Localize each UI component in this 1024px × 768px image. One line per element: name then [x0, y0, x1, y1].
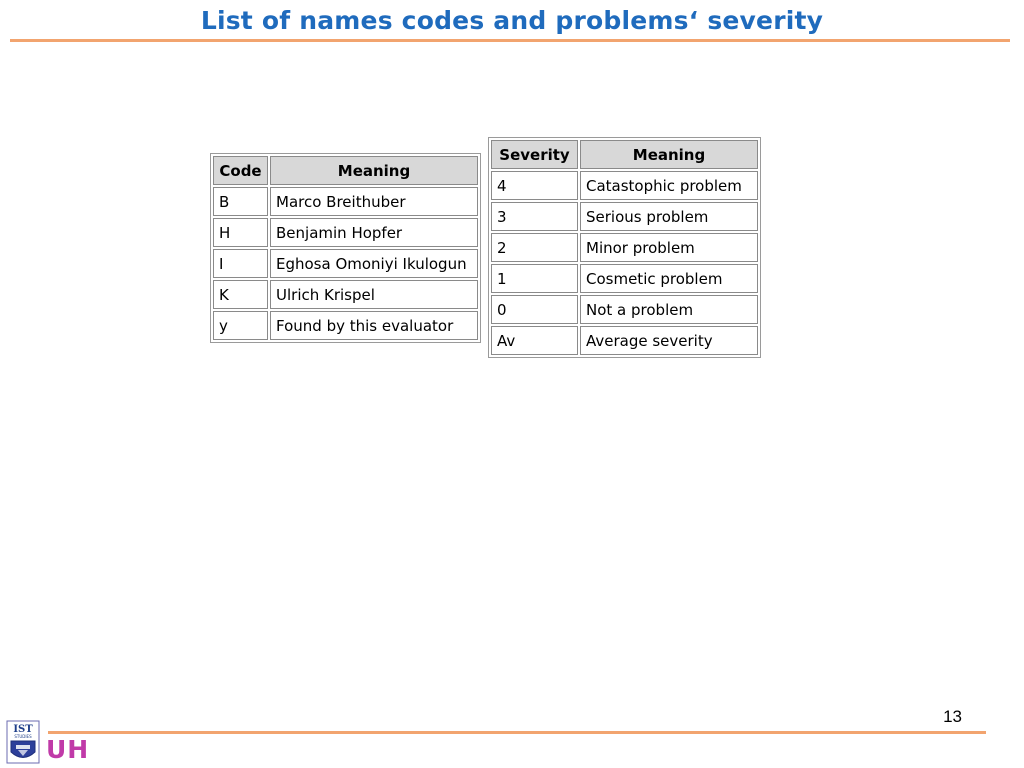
- meaning-cell: Catastophic problem: [580, 171, 758, 200]
- code-cell: I: [213, 249, 268, 278]
- severity-cell: 0: [491, 295, 578, 324]
- title-divider: [10, 39, 1010, 42]
- slide-title: List of names codes and problems‘ severity: [200, 6, 824, 35]
- names-codes-table: [210, 153, 481, 343]
- meaning-cell: Eghosa Omoniyi Ikulogun: [270, 249, 478, 278]
- meaning-cell: Marco Breithuber: [270, 187, 478, 216]
- column-header-meaning: Meaning: [270, 156, 478, 185]
- meaning-cell: Found by this evaluator: [270, 311, 478, 340]
- table-row: [491, 202, 758, 231]
- severity-cell: 4: [491, 171, 578, 200]
- meaning-cell: Not a problem: [580, 295, 758, 324]
- meaning-cell: Ulrich Krispel: [270, 280, 478, 309]
- severity-cell: Av: [491, 326, 578, 355]
- table-row: [491, 295, 758, 324]
- severity-table: [488, 137, 761, 358]
- column-header-severity: Severity: [491, 140, 578, 169]
- table-row: [491, 233, 758, 262]
- footer-divider: [48, 731, 986, 734]
- logo-text: IST: [13, 724, 33, 735]
- code-cell: B: [213, 187, 268, 216]
- table-row: [213, 280, 478, 309]
- code-cell: H: [213, 218, 268, 247]
- university-crest-icon: [6, 720, 40, 764]
- code-cell: y: [213, 311, 268, 340]
- table-row: [213, 218, 478, 247]
- meaning-cell: Average severity: [580, 326, 758, 355]
- uh-logo-mark: UH: [46, 735, 90, 764]
- meaning-cell: Serious problem: [580, 202, 758, 231]
- table-row: [213, 249, 478, 278]
- table-row: [213, 187, 478, 216]
- meaning-cell: Benjamin Hopfer: [270, 218, 478, 247]
- page-number: 13: [943, 707, 962, 726]
- meaning-cell: Minor problem: [580, 233, 758, 262]
- meaning-cell: Cosmetic problem: [580, 264, 758, 293]
- table-row: [491, 171, 758, 200]
- severity-cell: 1: [491, 264, 578, 293]
- column-header-code: Code: [213, 156, 268, 185]
- code-cell: K: [213, 280, 268, 309]
- table-header-row: [213, 156, 478, 185]
- table-row: [213, 311, 478, 340]
- severity-cell: 3: [491, 202, 578, 231]
- severity-cell: 2: [491, 233, 578, 262]
- table-header-row: [491, 140, 758, 169]
- logo-subtext: STUDIES: [14, 734, 32, 739]
- table-row: [491, 264, 758, 293]
- table-row: [491, 326, 758, 355]
- column-header-meaning: Meaning: [580, 140, 758, 169]
